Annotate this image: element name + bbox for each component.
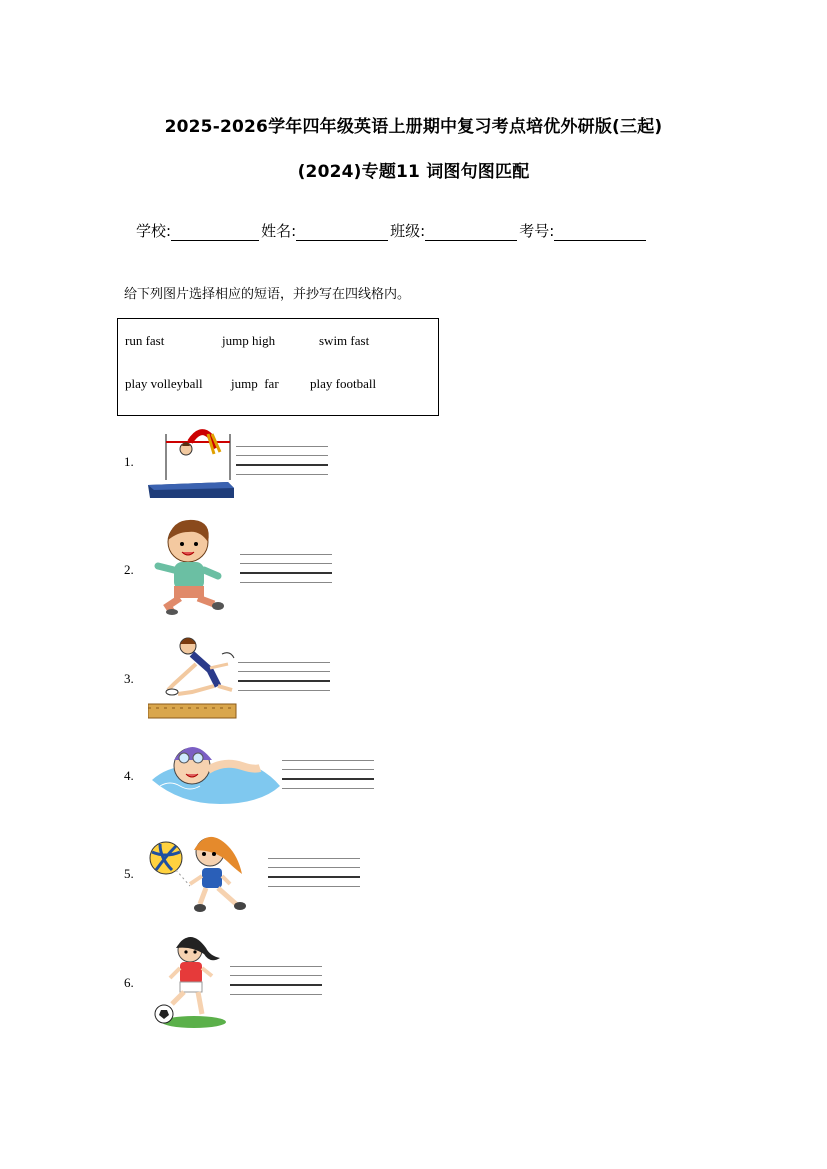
writing-lines[interactable] [268,858,360,888]
exam-no-blank[interactable] [554,223,646,241]
page-title: 2025-2026学年四年级英语上册期中复习考点培优外研版(三起) [164,117,663,137]
question-number: 1. [124,454,134,469]
phrase-play-football: play football [310,376,377,391]
student-info [136,220,648,241]
phrase-swim-fast: swim fast [319,333,370,348]
question-number: 3. [124,671,134,686]
phrase-play-volleyball: play volleyball [125,376,203,391]
exam-no-label: 考号: [519,222,555,240]
name-blank[interactable] [296,223,388,241]
high-jump-icon [146,422,238,500]
word-bank [117,318,439,416]
school-blank[interactable] [171,223,259,241]
question-number: 5. [124,866,134,881]
football-girl-icon [150,934,228,1030]
instruction-text: 给下列图片选择相应的短语，并抄写在四线格内。 [124,287,411,302]
long-jump-icon [148,634,238,720]
phrase-run-fast: run fast [125,333,165,348]
page-subtitle: (2024)专题11 词图句图匹配 [297,162,530,182]
name-label: 姓名: [261,222,297,240]
writing-lines[interactable] [282,760,374,790]
writing-lines[interactable] [230,966,322,996]
question-number: 2. [124,562,134,577]
writing-lines[interactable] [238,662,330,692]
phrase-jump-high: jump high [222,333,276,348]
phrase-jump-far: jump far [231,376,279,391]
writing-lines[interactable] [236,446,328,476]
swimming-child-icon [144,740,284,808]
running-boy-icon [152,518,228,616]
question-number: 6. [124,975,134,990]
volleyball-girl-icon [146,832,250,916]
school-label: 学校: [136,222,172,240]
question-number: 4. [124,768,134,783]
class-blank[interactable] [425,223,517,241]
writing-lines[interactable] [240,554,332,584]
class-label: 班级: [390,222,426,240]
